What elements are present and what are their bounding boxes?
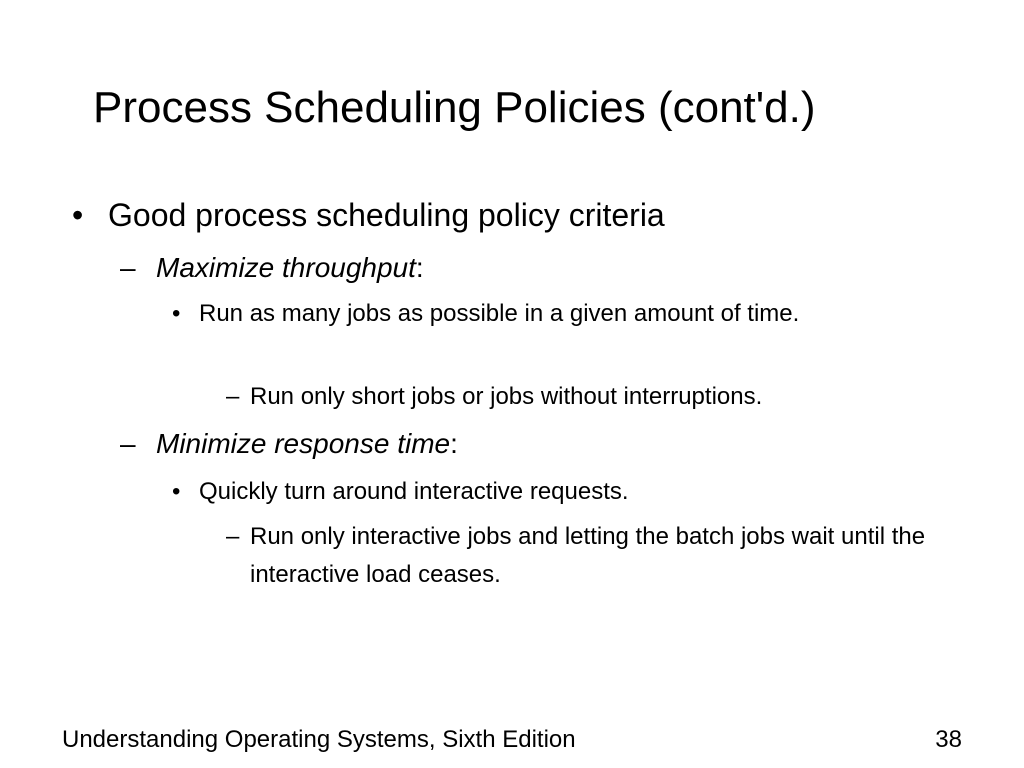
- page-number: 38: [935, 726, 962, 753]
- dash-icon: –: [226, 383, 240, 410]
- criterion-name: Maximize throughput: [156, 252, 416, 283]
- criterion-approach: [226, 378, 966, 416]
- criterion-detail-text: Quickly turn around interactive requests.: [199, 478, 629, 505]
- bullet-icon: •: [172, 478, 181, 505]
- dash-icon: –: [120, 252, 136, 283]
- bullet-icon: •: [172, 300, 181, 327]
- criterion-detail-text: Run as many jobs as possible in a given amount of time.: [199, 300, 800, 327]
- criterion-detail: [172, 473, 932, 511]
- bullet-icon: •: [72, 197, 84, 233]
- criterion-approach: [226, 518, 966, 594]
- criterion-approach-text: Run only short jobs or jobs without interruptions.: [250, 383, 763, 410]
- criterion-suffix: :: [450, 428, 458, 459]
- criterion-detail: [172, 295, 932, 333]
- criterion-approach-text: Run only interactive jobs and letting the batch jobs wait until the interactive load ceases.: [250, 523, 926, 588]
- criterion-name: Minimize response time: [156, 428, 451, 459]
- dash-icon: –: [120, 428, 136, 459]
- main-bullet-text: Good process scheduling policy criteria: [108, 197, 665, 233]
- criterion-suffix: :: [415, 252, 424, 283]
- slide-title: Process Scheduling Policies (cont'd.): [93, 83, 816, 132]
- footer-book-title: Understanding Operating Systems, Sixth Edition: [62, 726, 576, 753]
- dash-icon: –: [226, 523, 240, 550]
